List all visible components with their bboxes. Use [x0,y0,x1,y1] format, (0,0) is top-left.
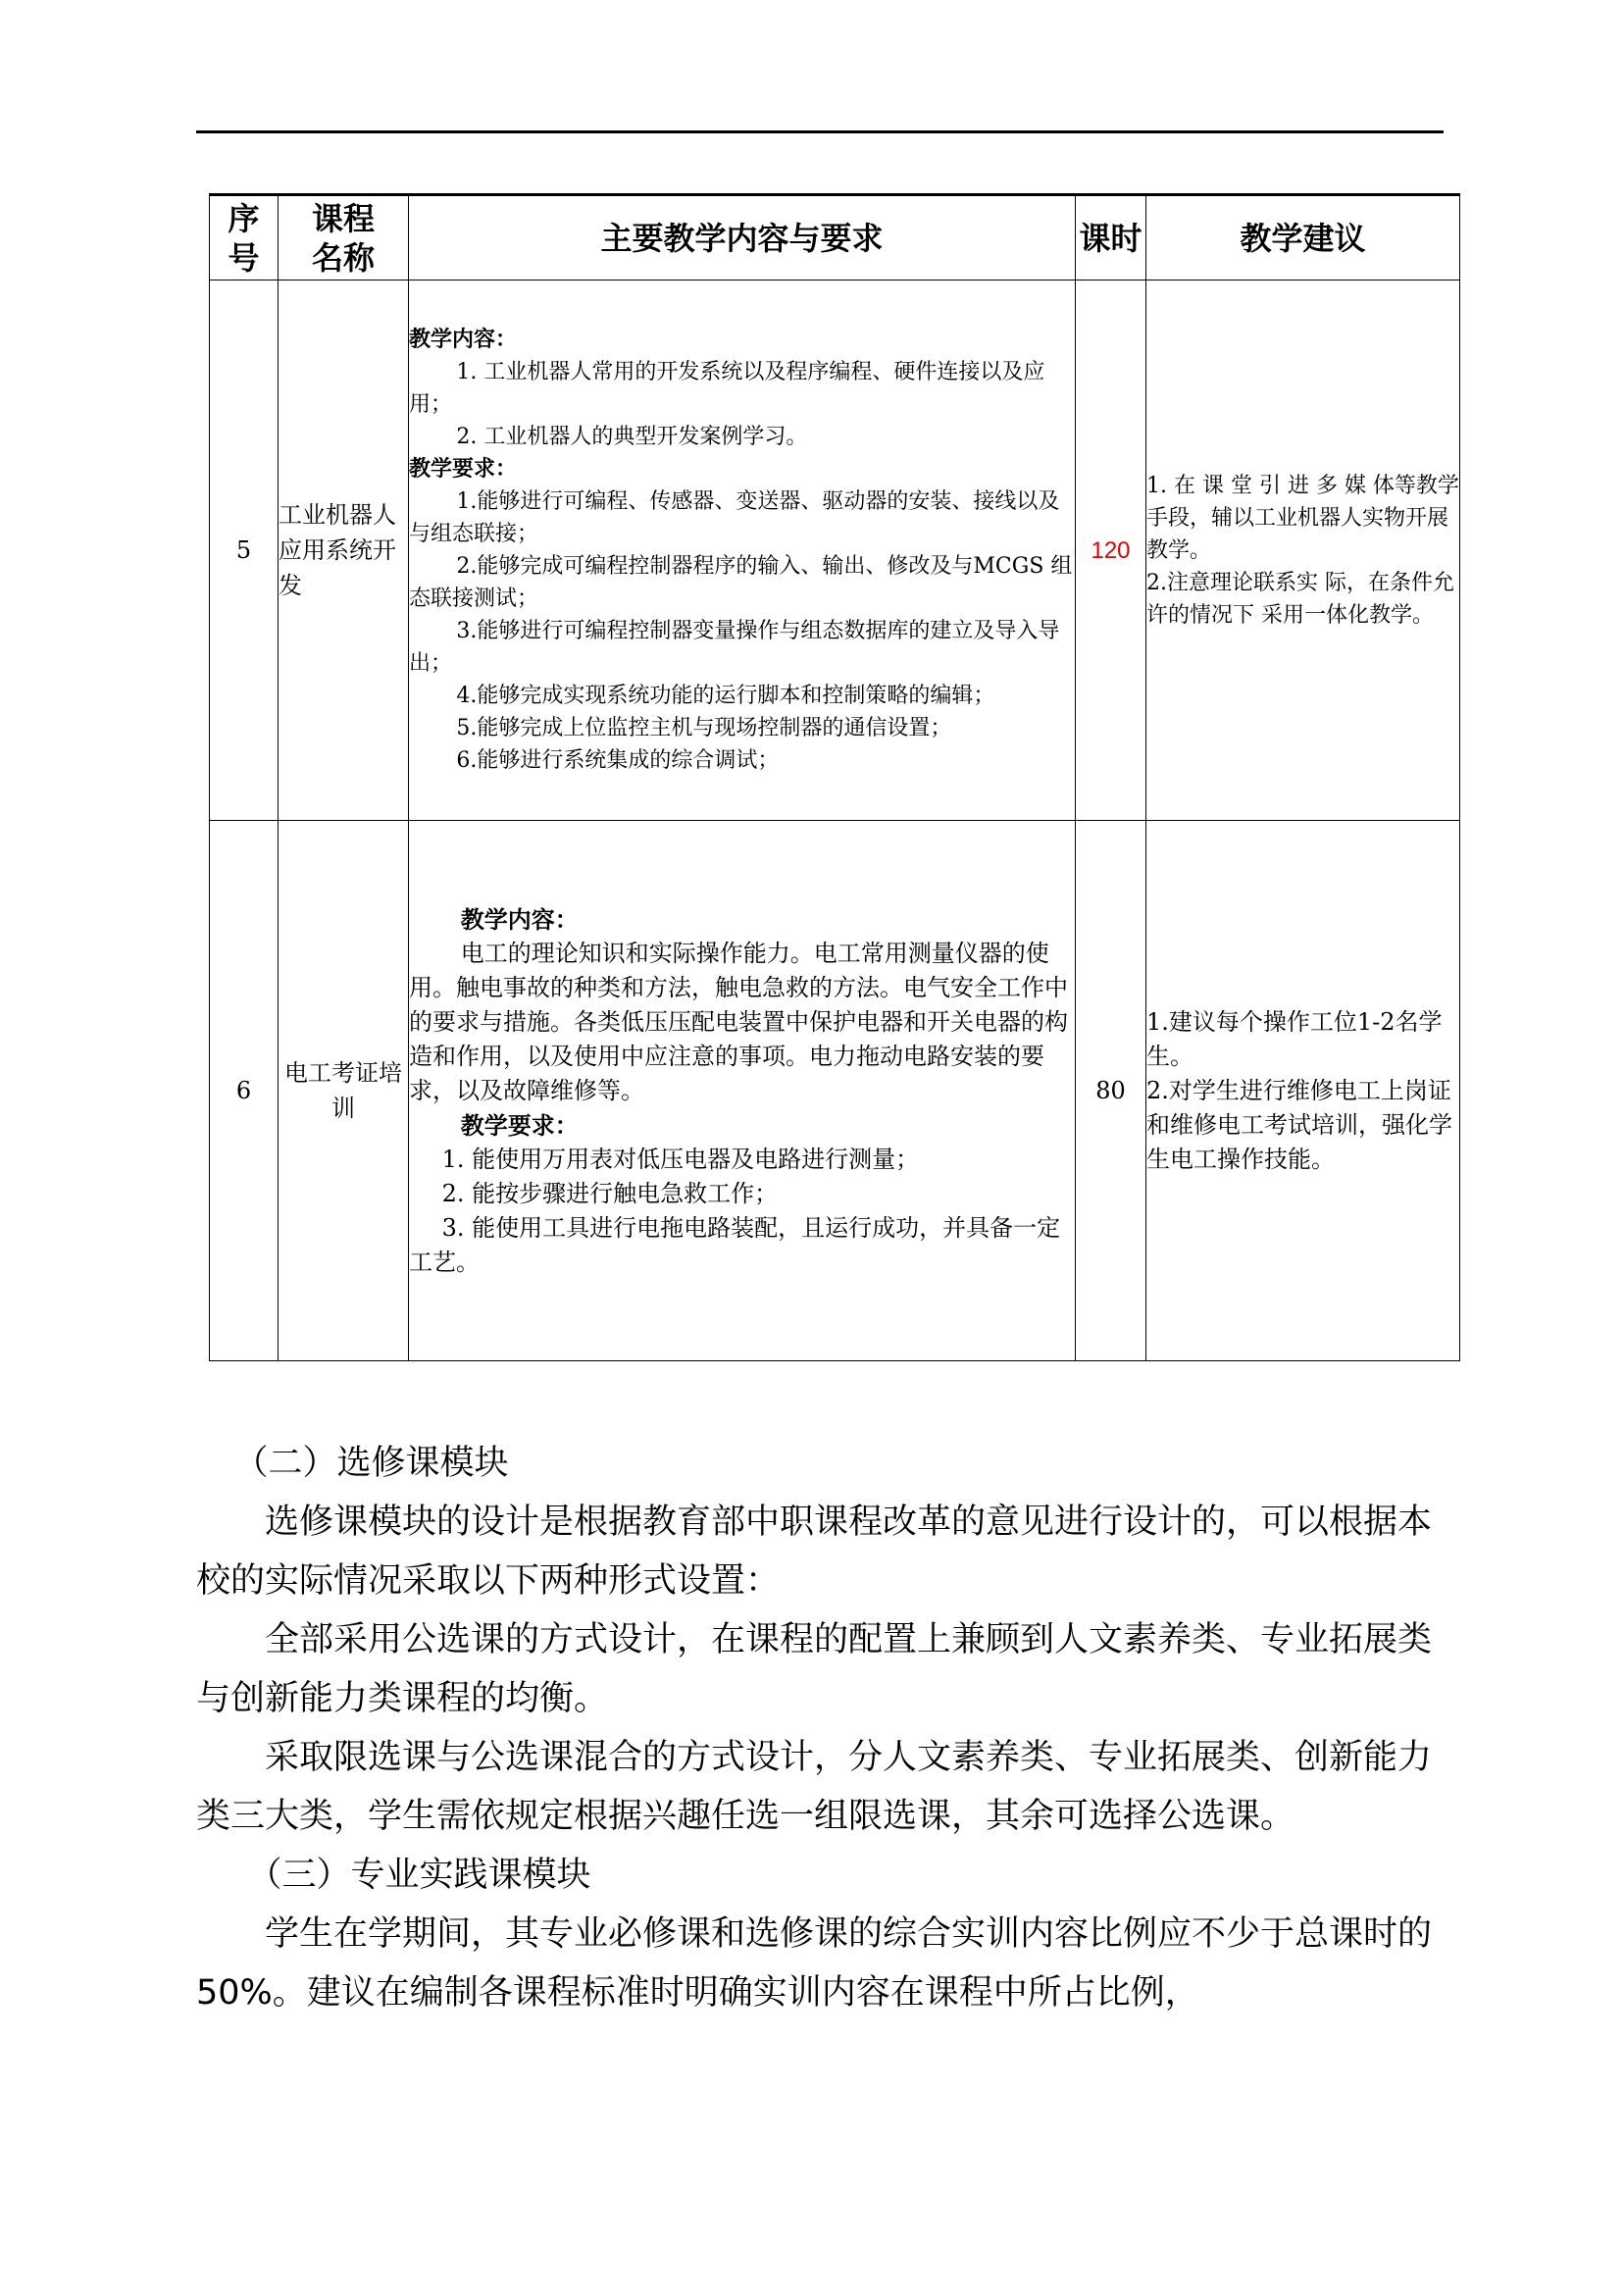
content-item: 2. 能按步骤进行触电急救工作； [441,1179,779,1207]
row-course-name: 电工考证培训 [279,821,409,1361]
row-content [409,280,1076,821]
paragraph: 选修课模块的设计是根据教育部中职课程改革的意见进行设计的，可以根据本校的实际情况采取以下两种形式设置： [196,1503,1433,1601]
row-serial-number: 6 [210,821,279,1361]
advice-item: 2.注意理论联系实 际，在条件允许的情况下 采用一体化教学。 [1146,570,1454,628]
section-title-elective: （二）选修课模块 [233,1444,509,1483]
paragraph: 全部采用公选课的方式设计，在课程的配置上兼顾到人文素养类、专业拓展类与创新能力类课程的均衡。 [196,1620,1433,1718]
row-advice [1146,821,1460,1361]
content-item: 2.能够完成可编程控制器程序的输入、输出、修改及与MCGS 组态联接测试； [409,554,1073,611]
content-heading: 教学要求： [460,1110,579,1140]
row-course-name: 工业机器人应用系统开发 [279,280,409,821]
content-heading: 教学要求： [409,456,518,482]
content-item: 3.能够进行可编程控制器变量操作与组态数据库的建立及导入导出； [409,619,1060,676]
row-serial-number: 5 [210,280,279,821]
advice-item: 1. 在 课 堂 引 进 多 媒 体等教学手段，辅以工业机器人实物开展教学。 [1146,473,1459,563]
section-title-practice: （三）专业实践课模块 [247,1856,591,1895]
advice-item: 2.对学生进行维修电工上岗证和维修电工考试培训，强化学生电工操作技能。 [1146,1076,1452,1173]
table-row [210,821,1460,1361]
table-header-row [210,195,1460,280]
header-serial-number: 序 号 [210,195,279,280]
row-hours: 80 [1076,821,1146,1361]
content-item: 6.能够进行系统集成的综合调试； [456,748,780,773]
content-item: 1. 能使用万用表对低压电器及电路进行测量； [441,1145,920,1173]
row-hours: 120 [1076,280,1146,821]
content-heading: 教学内容： [409,327,518,352]
content-item: 电工的理论知识和实际操作能力。电工常用测量仪器的使用。触电事故的种类和方法，触电急救的方法。电气安全工作中的要求与措施。各类低压压配电装置中保护电器和开关电器的构造和作用，以及使用中应注意的事项。电力拖动电路安装的要求，以及故障维修等。 [409,939,1068,1104]
paragraph: 采取限选课与公选课混合的方式设计，分人文素养类、专业拓展类、创新能力类三大类，学生需依规定根据兴趣任选一组限选课，其余可选择公选课。 [196,1738,1433,1836]
row-advice [1146,280,1460,821]
body-text [196,1434,1444,2022]
course-table [209,193,1460,1361]
header-rule [196,130,1444,133]
paragraph: 学生在学期间，其专业必修课和选修课的综合实训内容比例应不少于总课时的 50%。建议在编制各课程标准时明确实训内容在课程中所占比例， [196,1914,1433,2013]
content-heading: 教学内容： [460,904,579,934]
content-item: 1.能够进行可编程、传感器、变送器、驱动器的安装、接线以及与组态联接； [409,489,1060,546]
header-hours: 课时 [1076,195,1146,280]
table-row [210,280,1460,821]
header-teaching-advice: 教学建议 [1146,195,1460,280]
header-main-content: 主要教学内容与要求 [409,195,1076,280]
advice-item: 1.建议每个操作工位1-2名学生。 [1146,1007,1443,1070]
content-item: 3. 能使用工具进行电拖电路装配，且运行成功，并具备一定工艺。 [409,1213,1061,1276]
row-content [409,821,1076,1361]
content-item: 4.能够完成实现系统功能的运行脚本和控制策略的编辑； [456,684,995,708]
content-item: 2. 工业机器人的典型开发案例学习。 [456,425,808,449]
header-course-name: 课程 名称 [279,195,409,280]
content-item: 1. 工业机器人常用的开发系统以及程序编程、硬件连接以及应用； [409,360,1045,417]
content-item: 5.能够完成上位监控主机与现场控制器的通信设置； [456,716,952,740]
